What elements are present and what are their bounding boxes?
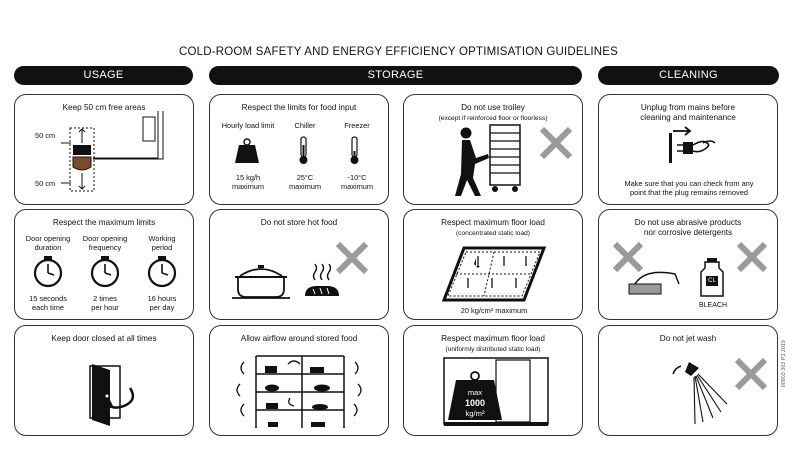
card-floor-concentrated: [403, 209, 583, 320]
sponge-icon: [629, 272, 679, 294]
jet-wash-icon: [599, 326, 778, 436]
hot-food-icon: [210, 210, 389, 320]
bottom-dimension: 50 cm: [35, 179, 56, 188]
limit-value: 2 times per hour: [91, 294, 119, 312]
bottle-label: CL: [708, 278, 716, 284]
weight-label: max 1000 kg/m²: [464, 388, 486, 418]
cross-icon: [737, 360, 765, 388]
card-food-input: [209, 94, 389, 205]
input-value: 15 kg/h maximum: [231, 173, 265, 191]
trolley-icon: [404, 95, 583, 205]
input-value: -10°C maximum: [340, 173, 374, 191]
door-closing-icon: [15, 326, 194, 436]
cleaning-header: CLEANING: [598, 66, 779, 85]
limit-heading: Working period: [148, 234, 176, 252]
document-code: 00903 363 P3 2019: [781, 340, 787, 388]
card-airflow: [209, 325, 389, 436]
page-title: COLD-ROOM SAFETY AND ENERGY EFFICIENCY OPTIMISATION GUIDELINES: [178, 46, 619, 58]
limit-heading: Door opening duration: [25, 234, 71, 252]
card-door-closed: [14, 325, 194, 436]
card-max-limits: [14, 209, 194, 320]
cross-icon: [615, 244, 641, 270]
clearance-diagram-icon: [15, 95, 194, 205]
card-floor-distributed: [403, 325, 583, 436]
limit-value: 16 hours per day: [147, 294, 177, 312]
cross-icon: [542, 129, 570, 157]
thermometer-icon: [300, 137, 308, 164]
unplug-note: Make sure that you can check from any point that the plug remains removed: [624, 179, 754, 197]
storage-header: STORAGE: [209, 66, 582, 85]
card-title: Allow airflow around stored food: [240, 334, 358, 343]
card-title: Keep 50 cm free areas: [62, 103, 146, 112]
cross-icon: [338, 244, 366, 272]
thermometer-icon: [351, 137, 359, 164]
input-value: 25°C maximum: [288, 173, 322, 191]
floor-load-value: 20 kg/cm² maximum: [460, 306, 528, 315]
card-no-jet-wash: [598, 325, 778, 436]
limit-heading: Door opening frequency: [82, 234, 128, 252]
card-title: Respect the maximum limits: [52, 218, 156, 227]
card-title: Do not use abrasive products nor corrosive detergents: [634, 218, 742, 237]
input-heading: Hourly load limit: [221, 121, 275, 130]
card-title: Keep door closed at all times: [51, 334, 157, 343]
input-heading: Freezer: [344, 121, 370, 130]
card-unplug: [598, 94, 778, 205]
card-title: Respect the limits for food input: [241, 103, 357, 112]
limit-value: 15 seconds each time: [29, 294, 67, 312]
shelving-airflow-icon: [210, 326, 389, 436]
bread-icon: [305, 286, 339, 296]
card-title: Unplug from mains before cleaning and maintenance: [640, 103, 736, 122]
weight-icon: [235, 139, 259, 163]
cross-icon: [739, 244, 765, 270]
card-free-areas: [14, 94, 194, 205]
stopwatch-icon: [149, 256, 175, 286]
card-title: Do not store hot food: [260, 218, 338, 227]
top-dimension: 50 cm: [35, 131, 56, 140]
card-title: Respect maximum floor load (concentrated static load): [441, 218, 545, 237]
distributed-load-icon: [404, 326, 583, 436]
stopwatch-icon: [92, 256, 118, 286]
bleach-label: BLEACH: [698, 302, 727, 309]
stopwatch-icon: [35, 256, 61, 286]
floor-load-grid-icon: [404, 210, 583, 320]
card-no-trolley: [403, 94, 583, 205]
card-title: Respect maximum floor load (uniformly distributed static load): [441, 334, 545, 353]
input-heading: Chiller: [294, 121, 316, 130]
card-title: Do not use trolley (except if reinforced floor or floorless): [438, 103, 548, 122]
card-title: Do not jet wash: [659, 334, 717, 343]
usage-header: USAGE: [14, 66, 193, 85]
card-no-abrasive: [598, 209, 778, 320]
card-hot-food: [209, 209, 389, 320]
